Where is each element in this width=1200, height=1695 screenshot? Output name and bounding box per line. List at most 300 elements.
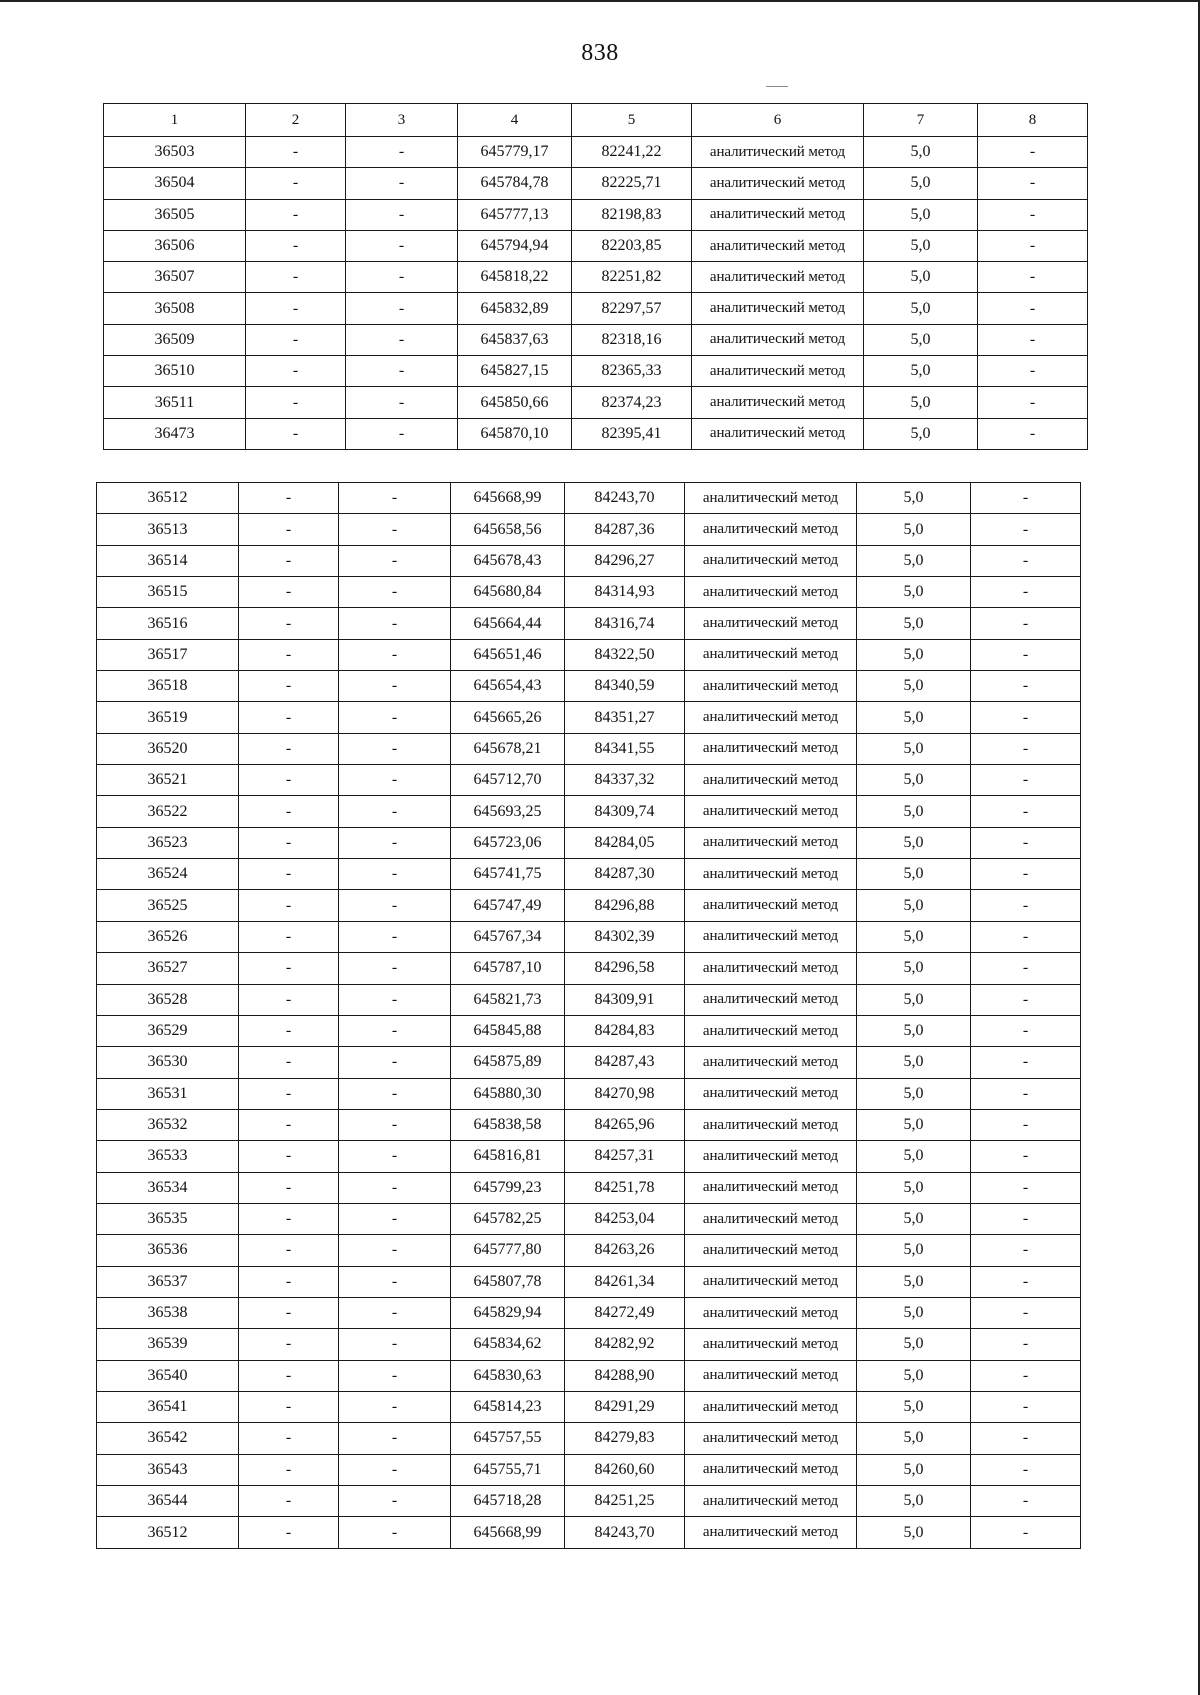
table-cell-col8: -: [978, 324, 1088, 355]
table-cell-col5: 84309,91: [565, 984, 685, 1015]
table-cell-col6: аналитический метод: [685, 1015, 857, 1046]
table-cell-col4: 645787,10: [451, 953, 565, 984]
coordinates-table-2: [96, 482, 1081, 1549]
table-cell-col5: 82297,57: [572, 293, 692, 324]
table-cell-col8: -: [978, 137, 1088, 168]
table-cell-col5: 82225,71: [572, 168, 692, 199]
table-cell-col5: 84316,74: [565, 608, 685, 639]
table-cell-col7: 5,0: [864, 356, 978, 387]
table-cell-col5: 84261,34: [565, 1266, 685, 1297]
table-cell-col5: 84322,50: [565, 639, 685, 670]
table-cell-col1: 36526: [97, 921, 239, 952]
table-cell-col8: -: [971, 702, 1081, 733]
table-cell-col6: аналитический метод: [685, 984, 857, 1015]
table-cell-col8: -: [978, 387, 1088, 418]
table-cell-col4: 645832,89: [458, 293, 572, 324]
table-cell-col4: 645875,89: [451, 1047, 565, 1078]
table-cell-col5: 82365,33: [572, 356, 692, 387]
table-cell-col1: 36530: [97, 1047, 239, 1078]
table-cell-col7: 5,0: [857, 1015, 971, 1046]
table-cell-col4: 645665,26: [451, 702, 565, 733]
table-cell-col6: аналитический метод: [692, 293, 864, 324]
table-cell-col1: 36539: [97, 1329, 239, 1360]
table-cell-col7: 5,0: [857, 796, 971, 827]
table-cell-col5: 84309,74: [565, 796, 685, 827]
table-cell-col8: -: [978, 418, 1088, 449]
table-row: [97, 1423, 1081, 1454]
table-cell-col7: 5,0: [857, 859, 971, 890]
table-cell-col4: 645654,43: [451, 671, 565, 702]
table-cell-col1: 36508: [104, 293, 246, 324]
table-cell-col4: 645712,70: [451, 765, 565, 796]
table-cell-col2: -: [239, 984, 339, 1015]
table-cell-col5: 84340,59: [565, 671, 685, 702]
table-cell-col7: 5,0: [857, 1423, 971, 1454]
table-cell-col1: 36519: [97, 702, 239, 733]
table-cell-col3: -: [339, 639, 451, 670]
table-cell-col6: аналитический метод: [685, 1203, 857, 1234]
table-cell-col1: 36541: [97, 1391, 239, 1422]
table-cell-col8: -: [971, 608, 1081, 639]
table-cell-col1: 36515: [97, 577, 239, 608]
table-row: [97, 1047, 1081, 1078]
table-cell-col8: -: [971, 890, 1081, 921]
table-cell-col2: -: [246, 356, 346, 387]
table-cell-col5: 84270,98: [565, 1078, 685, 1109]
table-cell-col4: 645668,99: [451, 1517, 565, 1548]
table-cell-col2: -: [239, 1360, 339, 1391]
table-cell-col2: -: [239, 765, 339, 796]
table-cell-col7: 5,0: [857, 1203, 971, 1234]
column-header-7: 7: [864, 104, 978, 137]
table-cell-col5: 84282,92: [565, 1329, 685, 1360]
table-cell-col6: аналитический метод: [685, 796, 857, 827]
table-cell-col1: 36536: [97, 1235, 239, 1266]
table-row: [97, 1329, 1081, 1360]
table-cell-col3: -: [346, 168, 458, 199]
table-cell-col8: -: [971, 1109, 1081, 1140]
table-cell-col7: 5,0: [864, 137, 978, 168]
table-cell-col5: 84296,27: [565, 545, 685, 576]
table-cell-col3: -: [339, 545, 451, 576]
table-cell-col4: 645741,75: [451, 859, 565, 890]
table-cell-col5: 82318,16: [572, 324, 692, 355]
table-cell-col7: 5,0: [857, 1172, 971, 1203]
table-row: [104, 418, 1088, 449]
table-cell-col3: -: [339, 827, 451, 858]
table-row: [97, 1203, 1081, 1234]
table-cell-col2: -: [239, 1235, 339, 1266]
table-cell-col2: -: [239, 577, 339, 608]
table-cell-col1: 36531: [97, 1078, 239, 1109]
table-cell-col3: -: [339, 577, 451, 608]
table-cell-col7: 5,0: [857, 921, 971, 952]
table-cell-col5: 84341,55: [565, 733, 685, 764]
table-cell-col1: 36528: [97, 984, 239, 1015]
table-cell-col1: 36521: [97, 765, 239, 796]
table-cell-col1: 36540: [97, 1360, 239, 1391]
table-cell-col7: 5,0: [864, 262, 978, 293]
table-row: [97, 1235, 1081, 1266]
table-cell-col7: 5,0: [857, 1517, 971, 1548]
table-cell-col4: 645678,43: [451, 545, 565, 576]
table-cell-col7: 5,0: [857, 890, 971, 921]
table-cell-col4: 645816,81: [451, 1141, 565, 1172]
table-cell-col3: -: [339, 1172, 451, 1203]
table-cell-col6: аналитический метод: [685, 671, 857, 702]
table-cell-col4: 645845,88: [451, 1015, 565, 1046]
table-cell-col8: -: [971, 1078, 1081, 1109]
table-cell-col7: 5,0: [857, 545, 971, 576]
table-cell-col7: 5,0: [864, 418, 978, 449]
table-cell-col1: 36523: [97, 827, 239, 858]
table-cell-col6: аналитический метод: [685, 859, 857, 890]
table-cell-col2: -: [246, 262, 346, 293]
table-cell-col3: -: [339, 1297, 451, 1328]
table-cell-col4: 645668,99: [451, 483, 565, 514]
table-cell-col4: 645834,62: [451, 1329, 565, 1360]
table-row: [97, 1109, 1081, 1140]
table-cell-col6: аналитический метод: [685, 1078, 857, 1109]
table-cell-col5: 82395,41: [572, 418, 692, 449]
table-cell-col4: 645779,17: [458, 137, 572, 168]
table-cell-col3: -: [339, 1454, 451, 1485]
table-cell-col5: 82203,85: [572, 230, 692, 261]
column-header-2: 2: [246, 104, 346, 137]
column-header-3: 3: [346, 104, 458, 137]
table-cell-col1: 36542: [97, 1423, 239, 1454]
table-cell-col1: 36535: [97, 1203, 239, 1234]
column-header-6: 6: [692, 104, 864, 137]
table-cell-col7: 5,0: [857, 765, 971, 796]
table-cell-col6: аналитический метод: [685, 921, 857, 952]
table-cell-col1: 36544: [97, 1486, 239, 1517]
table-cell-col8: -: [971, 639, 1081, 670]
table-cell-col1: 36537: [97, 1266, 239, 1297]
table-cell-col4: 645757,55: [451, 1423, 565, 1454]
coordinates-table-1: [103, 103, 1088, 450]
table-row: [97, 1360, 1081, 1391]
table-cell-col6: аналитический метод: [685, 1517, 857, 1548]
table-cell-col4: 645784,78: [458, 168, 572, 199]
table-cell-col7: 5,0: [864, 199, 978, 230]
table-row: [97, 859, 1081, 890]
table-cell-col3: -: [339, 514, 451, 545]
table-cell-col6: аналитический метод: [685, 953, 857, 984]
table-cell-col6: аналитический метод: [685, 827, 857, 858]
table-cell-col5: 84291,29: [565, 1391, 685, 1422]
table-cell-col6: аналитический метод: [685, 765, 857, 796]
table-cell-col7: 5,0: [857, 1235, 971, 1266]
table-row: [97, 1486, 1081, 1517]
table-cell-col8: -: [971, 1486, 1081, 1517]
table-cell-col1: 36503: [104, 137, 246, 168]
table-cell-col3: -: [339, 984, 451, 1015]
table-cell-col5: 84251,25: [565, 1486, 685, 1517]
table-cell-col4: 645651,46: [451, 639, 565, 670]
table-cell-col3: -: [339, 765, 451, 796]
table-cell-col6: аналитический метод: [685, 545, 857, 576]
column-header-1: 1: [104, 104, 246, 137]
table-cell-col1: 36529: [97, 1015, 239, 1046]
table-row: [97, 608, 1081, 639]
table-cell-col3: -: [346, 418, 458, 449]
table-cell-col8: -: [971, 577, 1081, 608]
table-cell-col5: 84296,88: [565, 890, 685, 921]
table-cell-col5: 84263,26: [565, 1235, 685, 1266]
table-cell-col2: -: [239, 921, 339, 952]
table-cell-col3: -: [339, 1109, 451, 1140]
table-row: [104, 356, 1088, 387]
table-cell-col6: аналитический метод: [685, 1109, 857, 1140]
table-row: [97, 1266, 1081, 1297]
table-cell-col8: -: [971, 1391, 1081, 1422]
table-cell-col8: -: [971, 733, 1081, 764]
table-cell-col8: -: [971, 483, 1081, 514]
table-cell-col7: 5,0: [857, 1391, 971, 1422]
table-cell-col3: -: [339, 796, 451, 827]
table-cell-col5: 82251,82: [572, 262, 692, 293]
table-cell-col7: 5,0: [857, 1078, 971, 1109]
column-header-row: [104, 104, 1088, 137]
table-cell-col8: -: [978, 356, 1088, 387]
table-cell-col6: аналитический метод: [685, 1297, 857, 1328]
table-cell-col8: -: [971, 1235, 1081, 1266]
table-cell-col2: -: [239, 1423, 339, 1454]
table-row: [97, 953, 1081, 984]
table-cell-col7: 5,0: [864, 324, 978, 355]
table-cell-col8: -: [971, 1517, 1081, 1548]
table-cell-col1: 36527: [97, 953, 239, 984]
table-row: [97, 1015, 1081, 1046]
table-cell-col8: -: [971, 1172, 1081, 1203]
table-cell-col8: -: [971, 1360, 1081, 1391]
table-cell-col1: 36522: [97, 796, 239, 827]
table-cell-col1: 36524: [97, 859, 239, 890]
table-cell-col7: 5,0: [857, 1266, 971, 1297]
table-cell-col4: 645821,73: [451, 984, 565, 1015]
table-cell-col3: -: [339, 733, 451, 764]
table-cell-col3: -: [339, 890, 451, 921]
table-cell-col1: 36512: [97, 483, 239, 514]
table-cell-col8: -: [971, 1423, 1081, 1454]
table-cell-col4: 645658,56: [451, 514, 565, 545]
table-cell-col1: 36473: [104, 418, 246, 449]
table-cell-col5: 82374,23: [572, 387, 692, 418]
table-cell-col2: -: [246, 199, 346, 230]
table-cell-col3: -: [346, 293, 458, 324]
table-cell-col7: 5,0: [857, 514, 971, 545]
table-row: [97, 1517, 1081, 1548]
table-cell-col2: -: [239, 514, 339, 545]
table-cell-col7: 5,0: [857, 577, 971, 608]
table-cell-col4: 645767,34: [451, 921, 565, 952]
table-cell-col8: -: [971, 921, 1081, 952]
table-cell-col8: -: [971, 953, 1081, 984]
table-row: [97, 984, 1081, 1015]
table-cell-col8: -: [971, 1297, 1081, 1328]
table-cell-col7: 5,0: [857, 1360, 971, 1391]
table-cell-col2: -: [246, 324, 346, 355]
table-cell-col3: -: [339, 1391, 451, 1422]
table-cell-col6: аналитический метод: [685, 733, 857, 764]
table-cell-col4: 645777,13: [458, 199, 572, 230]
table-cell-col4: 645818,22: [458, 262, 572, 293]
table-cell-col7: 5,0: [864, 293, 978, 324]
table-cell-col2: -: [239, 1517, 339, 1548]
table-cell-col4: 645838,58: [451, 1109, 565, 1140]
column-header-4: 4: [458, 104, 572, 137]
table-cell-col2: -: [239, 1329, 339, 1360]
table-cell-col6: аналитический метод: [685, 1360, 857, 1391]
table-cell-col6: аналитический метод: [685, 1486, 857, 1517]
table-cell-col7: 5,0: [857, 1141, 971, 1172]
table-cell-col2: -: [239, 859, 339, 890]
table-cell-col7: 5,0: [857, 608, 971, 639]
table-cell-col5: 84243,70: [565, 1517, 685, 1548]
table-cell-col8: -: [978, 230, 1088, 261]
table-cell-col3: -: [339, 859, 451, 890]
table-cell-col1: 36505: [104, 199, 246, 230]
table-cell-col3: -: [339, 1141, 451, 1172]
table-cell-col1: 36516: [97, 608, 239, 639]
table-row: [104, 387, 1088, 418]
table-cell-col7: 5,0: [857, 483, 971, 514]
table-cell-col8: -: [971, 1329, 1081, 1360]
table-cell-col2: -: [239, 1391, 339, 1422]
table-cell-col6: аналитический метод: [685, 608, 857, 639]
table-cell-col6: аналитический метод: [685, 1454, 857, 1485]
table-cell-col2: -: [246, 168, 346, 199]
table-cell-col2: -: [246, 293, 346, 324]
table-row: [97, 702, 1081, 733]
table-cell-col4: 645829,94: [451, 1297, 565, 1328]
table-cell-col5: 84279,83: [565, 1423, 685, 1454]
table-cell-col5: 84314,93: [565, 577, 685, 608]
table-cell-col4: 645870,10: [458, 418, 572, 449]
table-cell-col1: 36538: [97, 1297, 239, 1328]
table-cell-col5: 82241,22: [572, 137, 692, 168]
table-row: [97, 1391, 1081, 1422]
table-row: [97, 483, 1081, 514]
table-cell-col3: -: [346, 356, 458, 387]
table-cell-col2: -: [239, 702, 339, 733]
table-row: [97, 921, 1081, 952]
table-cell-col2: -: [239, 1172, 339, 1203]
table-cell-col4: 645747,49: [451, 890, 565, 921]
table-cell-col7: 5,0: [857, 1486, 971, 1517]
table-cell-col3: -: [339, 1360, 451, 1391]
table-cell-col7: 5,0: [857, 1047, 971, 1078]
table-cell-col4: 645794,94: [458, 230, 572, 261]
table-row: [97, 1141, 1081, 1172]
table-cell-col1: 36504: [104, 168, 246, 199]
table-row: [97, 827, 1081, 858]
table-cell-col3: -: [339, 1015, 451, 1046]
table-cell-col3: -: [339, 671, 451, 702]
table-cell-col3: -: [346, 137, 458, 168]
table-cell-col7: 5,0: [864, 168, 978, 199]
table-cell-col5: 84260,60: [565, 1454, 685, 1485]
table-cell-col8: -: [971, 514, 1081, 545]
table-cell-col5: 84287,36: [565, 514, 685, 545]
table-cell-col5: 84272,49: [565, 1297, 685, 1328]
table-row: [104, 324, 1088, 355]
table-cell-col7: 5,0: [857, 1297, 971, 1328]
table-cell-col3: -: [346, 199, 458, 230]
table-cell-col6: аналитический метод: [685, 702, 857, 733]
table-cell-col8: -: [971, 545, 1081, 576]
table-cell-col2: -: [239, 1015, 339, 1046]
table-row: [104, 230, 1088, 261]
table-cell-col4: 645850,66: [458, 387, 572, 418]
table-cell-col5: 84287,43: [565, 1047, 685, 1078]
table-cell-col5: 82198,83: [572, 199, 692, 230]
table-cell-col6: аналитический метод: [685, 483, 857, 514]
table-cell-col5: 84257,31: [565, 1141, 685, 1172]
table-cell-col2: -: [239, 1141, 339, 1172]
table-cell-col1: 36510: [104, 356, 246, 387]
table-cell-col4: 645723,06: [451, 827, 565, 858]
table-row: [97, 1297, 1081, 1328]
table-cell-col2: -: [239, 1266, 339, 1297]
table-cell-col2: -: [239, 608, 339, 639]
table-cell-col6: аналитический метод: [685, 1329, 857, 1360]
table-cell-col8: -: [978, 293, 1088, 324]
table-cell-col8: -: [978, 262, 1088, 293]
table-cell-col5: 84284,83: [565, 1015, 685, 1046]
table-cell-col4: 645777,80: [451, 1235, 565, 1266]
table-cell-col1: 36514: [97, 545, 239, 576]
table-cell-col6: аналитический метод: [685, 577, 857, 608]
table-cell-col6: аналитический метод: [692, 387, 864, 418]
table-cell-col4: 645678,21: [451, 733, 565, 764]
table-cell-col5: 84351,27: [565, 702, 685, 733]
table-cell-col6: аналитический метод: [685, 1047, 857, 1078]
table-row: [97, 765, 1081, 796]
table-cell-col6: аналитический метод: [685, 1391, 857, 1422]
table-cell-col1: 36532: [97, 1109, 239, 1140]
table-cell-col8: -: [971, 1266, 1081, 1297]
table-cell-col7: 5,0: [857, 1109, 971, 1140]
table-cell-col1: 36511: [104, 387, 246, 418]
table-cell-col3: -: [339, 1047, 451, 1078]
table-cell-col5: 84284,05: [565, 827, 685, 858]
table-cell-col3: -: [346, 387, 458, 418]
table-cell-col5: 84243,70: [565, 483, 685, 514]
table-cell-col5: 84302,39: [565, 921, 685, 952]
table-cell-col7: 5,0: [857, 702, 971, 733]
table-cell-col5: 84287,30: [565, 859, 685, 890]
table-cell-col4: 645718,28: [451, 1486, 565, 1517]
table-row: [97, 671, 1081, 702]
table-cell-col3: -: [339, 1203, 451, 1234]
table-cell-col1: 36506: [104, 230, 246, 261]
table-cell-col6: аналитический метод: [685, 1423, 857, 1454]
table-cell-col1: 36517: [97, 639, 239, 670]
table-cell-col2: -: [239, 1454, 339, 1485]
table-cell-col2: -: [239, 1078, 339, 1109]
table-cell-col5: 84251,78: [565, 1172, 685, 1203]
table-cell-col2: -: [239, 1203, 339, 1234]
table-cell-col4: 645830,63: [451, 1360, 565, 1391]
table-cell-col6: аналитический метод: [692, 262, 864, 293]
table-cell-col6: аналитический метод: [685, 1235, 857, 1266]
table-cell-col6: аналитический метод: [685, 1266, 857, 1297]
table-row: [97, 514, 1081, 545]
table-cell-col6: аналитический метод: [692, 356, 864, 387]
table-cell-col6: аналитический метод: [692, 137, 864, 168]
